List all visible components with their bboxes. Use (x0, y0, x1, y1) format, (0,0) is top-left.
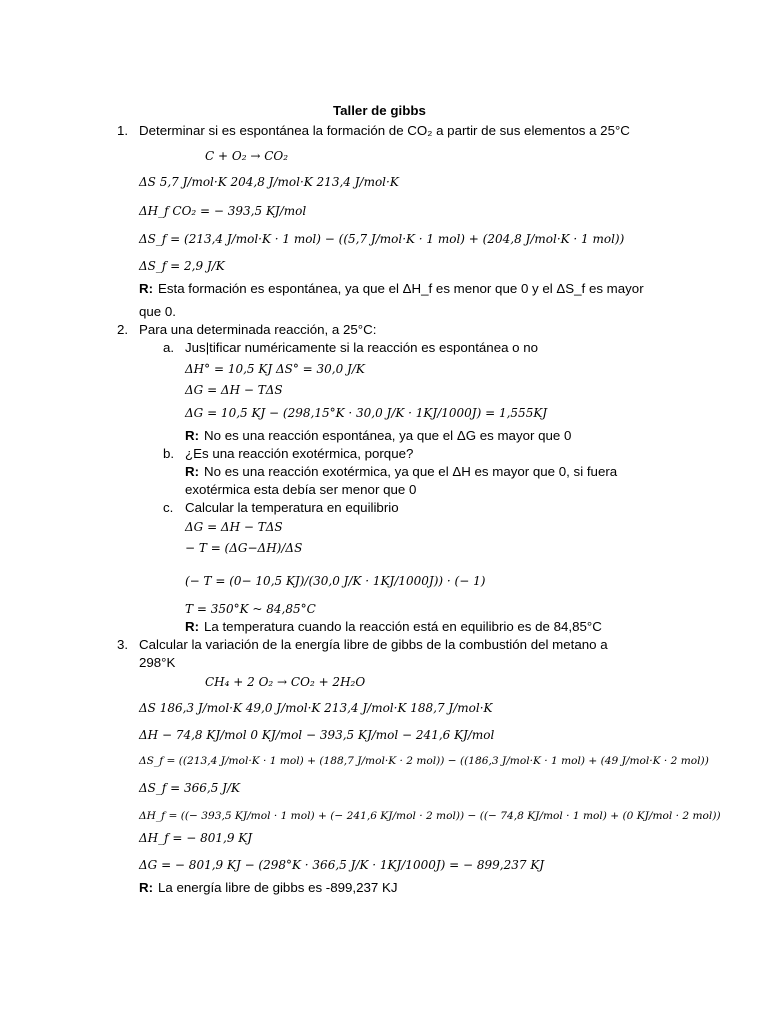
q2c-text: Calcular la temperatura en equilibrio (185, 500, 399, 515)
q3-enthalpy-row: ΔH − 74,8 KJ/mol 0 KJ/mol − 393,5 KJ/mol − 241,6 KJ/mol (139, 728, 495, 742)
q1-entropy-equation: ΔS_f = (213,4 J/mol·K · 1 mol) − ((5,7 J/mol·K · 1 mol) + (204,8 J/mol·K · 1 mol)) (139, 232, 625, 246)
q2c-step-1: − T = (ΔG−ΔH)/ΔS (185, 541, 303, 555)
q2c-formula: ΔG = ΔH − TΔS (185, 520, 283, 534)
q3-text-line-2: 298°K (139, 655, 176, 670)
q3-enthalpy-result: ΔH_f = − 801,9 KJ (139, 831, 253, 845)
q2a-text: Jus|tificar numéricamente si la reacción es espontánea o no (185, 340, 539, 355)
q3-entropy-result: ΔS_f = 366,5 J/K (139, 781, 240, 795)
q1-entropy-result: ΔS_f = 2,9 J/K (139, 259, 225, 273)
q2c-result: T = 350°K ~ 84,85°C (185, 602, 316, 616)
q2c-answer-label: R: (185, 619, 200, 634)
q2a-given: ΔH° = 10,5 KJ ΔS° = 30,0 J/K (185, 362, 365, 376)
q2a-formula: ΔG = ΔH − TΔS (185, 383, 283, 397)
q2c-answer: La temperatura cuando la reacción está en equilibrio es de 84,85°C (204, 619, 602, 634)
q2a-calculation: ΔG = 10,5 KJ − (298,15°K · 30,0 J/K · 1KJ/1000J) = 1,555KJ (185, 406, 548, 420)
q2b-text: ¿Es una reacción exotérmica, porque? (185, 446, 414, 461)
q1-enthalpy: ΔH_f CO₂ = − 393,5 KJ/mol (139, 204, 307, 218)
q2a-answer: No es una reacción espontánea, ya que el ΔG es mayor que 0 (204, 428, 572, 443)
q1-text: Determinar si es espontánea la formación de CO₂ a partir de sus elementos a 25°C (139, 123, 630, 138)
q3-answer-label: R: (139, 880, 154, 895)
q3-entropy-row: ΔS 186,3 J/mol·K 49,0 J/mol·K 213,4 J/mol·K 188,7 J/mol·K (139, 701, 493, 715)
q2a-label: a. (163, 340, 175, 355)
q2a-answer-label: R: (185, 428, 200, 443)
q2b-answer-line-1: No es una reacción exotérmica, ya que el ΔH es mayor que 0, si fuera (204, 464, 618, 479)
q1-answer-label: R: (139, 281, 154, 296)
q3-gibbs-calculation: ΔG = − 801,9 KJ − (298°K · 366,5 J/K · 1KJ/1000J) = − 899,237 KJ (139, 858, 545, 872)
q2b-label: b. (163, 446, 175, 461)
q3-text-line-1: Calcular la variación de la energía libre de gibbs de la combustión del metano a (139, 637, 608, 652)
q2b-answer-line-2: exotérmica esta debía ser menor que 0 (185, 482, 417, 497)
q3-number: 3. (117, 637, 129, 652)
q1-number: 1. (117, 123, 129, 138)
q3-enthalpy-equation: ΔH_f = ((− 393,5 KJ/mol · 1 mol) + (− 241,6 KJ/mol · 2 mol)) − ((− 74,8 KJ/mol · 1 mol) + (0 KJ/mol · 2 mol)) (139, 810, 721, 822)
q1-reaction: C + O₂ → CO₂ (205, 149, 289, 163)
q2b-answer-label: R: (185, 464, 200, 479)
q2-text: Para una determinada reacción, a 25°C: (139, 322, 377, 337)
q2-number: 2. (117, 322, 129, 337)
q1-entropy-row: ΔS 5,7 J/mol·K 204,8 J/mol·K 213,4 J/mol·K (139, 175, 399, 189)
q2c-label: c. (163, 500, 174, 515)
q3-reaction: CH₄ + 2 O₂ → CO₂ + 2H₂O (205, 675, 366, 689)
document-title: Taller de gibbs (333, 103, 426, 118)
q2c-step-2: (− T = (0− 10,5 KJ)/(30,0 J/K · 1KJ/1000J)) · (− 1) (185, 574, 486, 588)
q1-answer-line-1: Esta formación es espontánea, ya que el ΔH_f es menor que 0 y el ΔS_f es mayor (158, 281, 644, 296)
q1-answer-line-2: que 0. (139, 304, 176, 319)
q3-entropy-equation: ΔS_f = ((213,4 J/mol·K · 1 mol) + (188,7 J/mol·K · 2 mol)) − ((186,3 J/mol·K · 1 mol) + (49 J/mol·K · 2 mol)) (139, 755, 709, 767)
q3-answer: La energía libre de gibbs es -899,237 KJ (158, 880, 398, 895)
